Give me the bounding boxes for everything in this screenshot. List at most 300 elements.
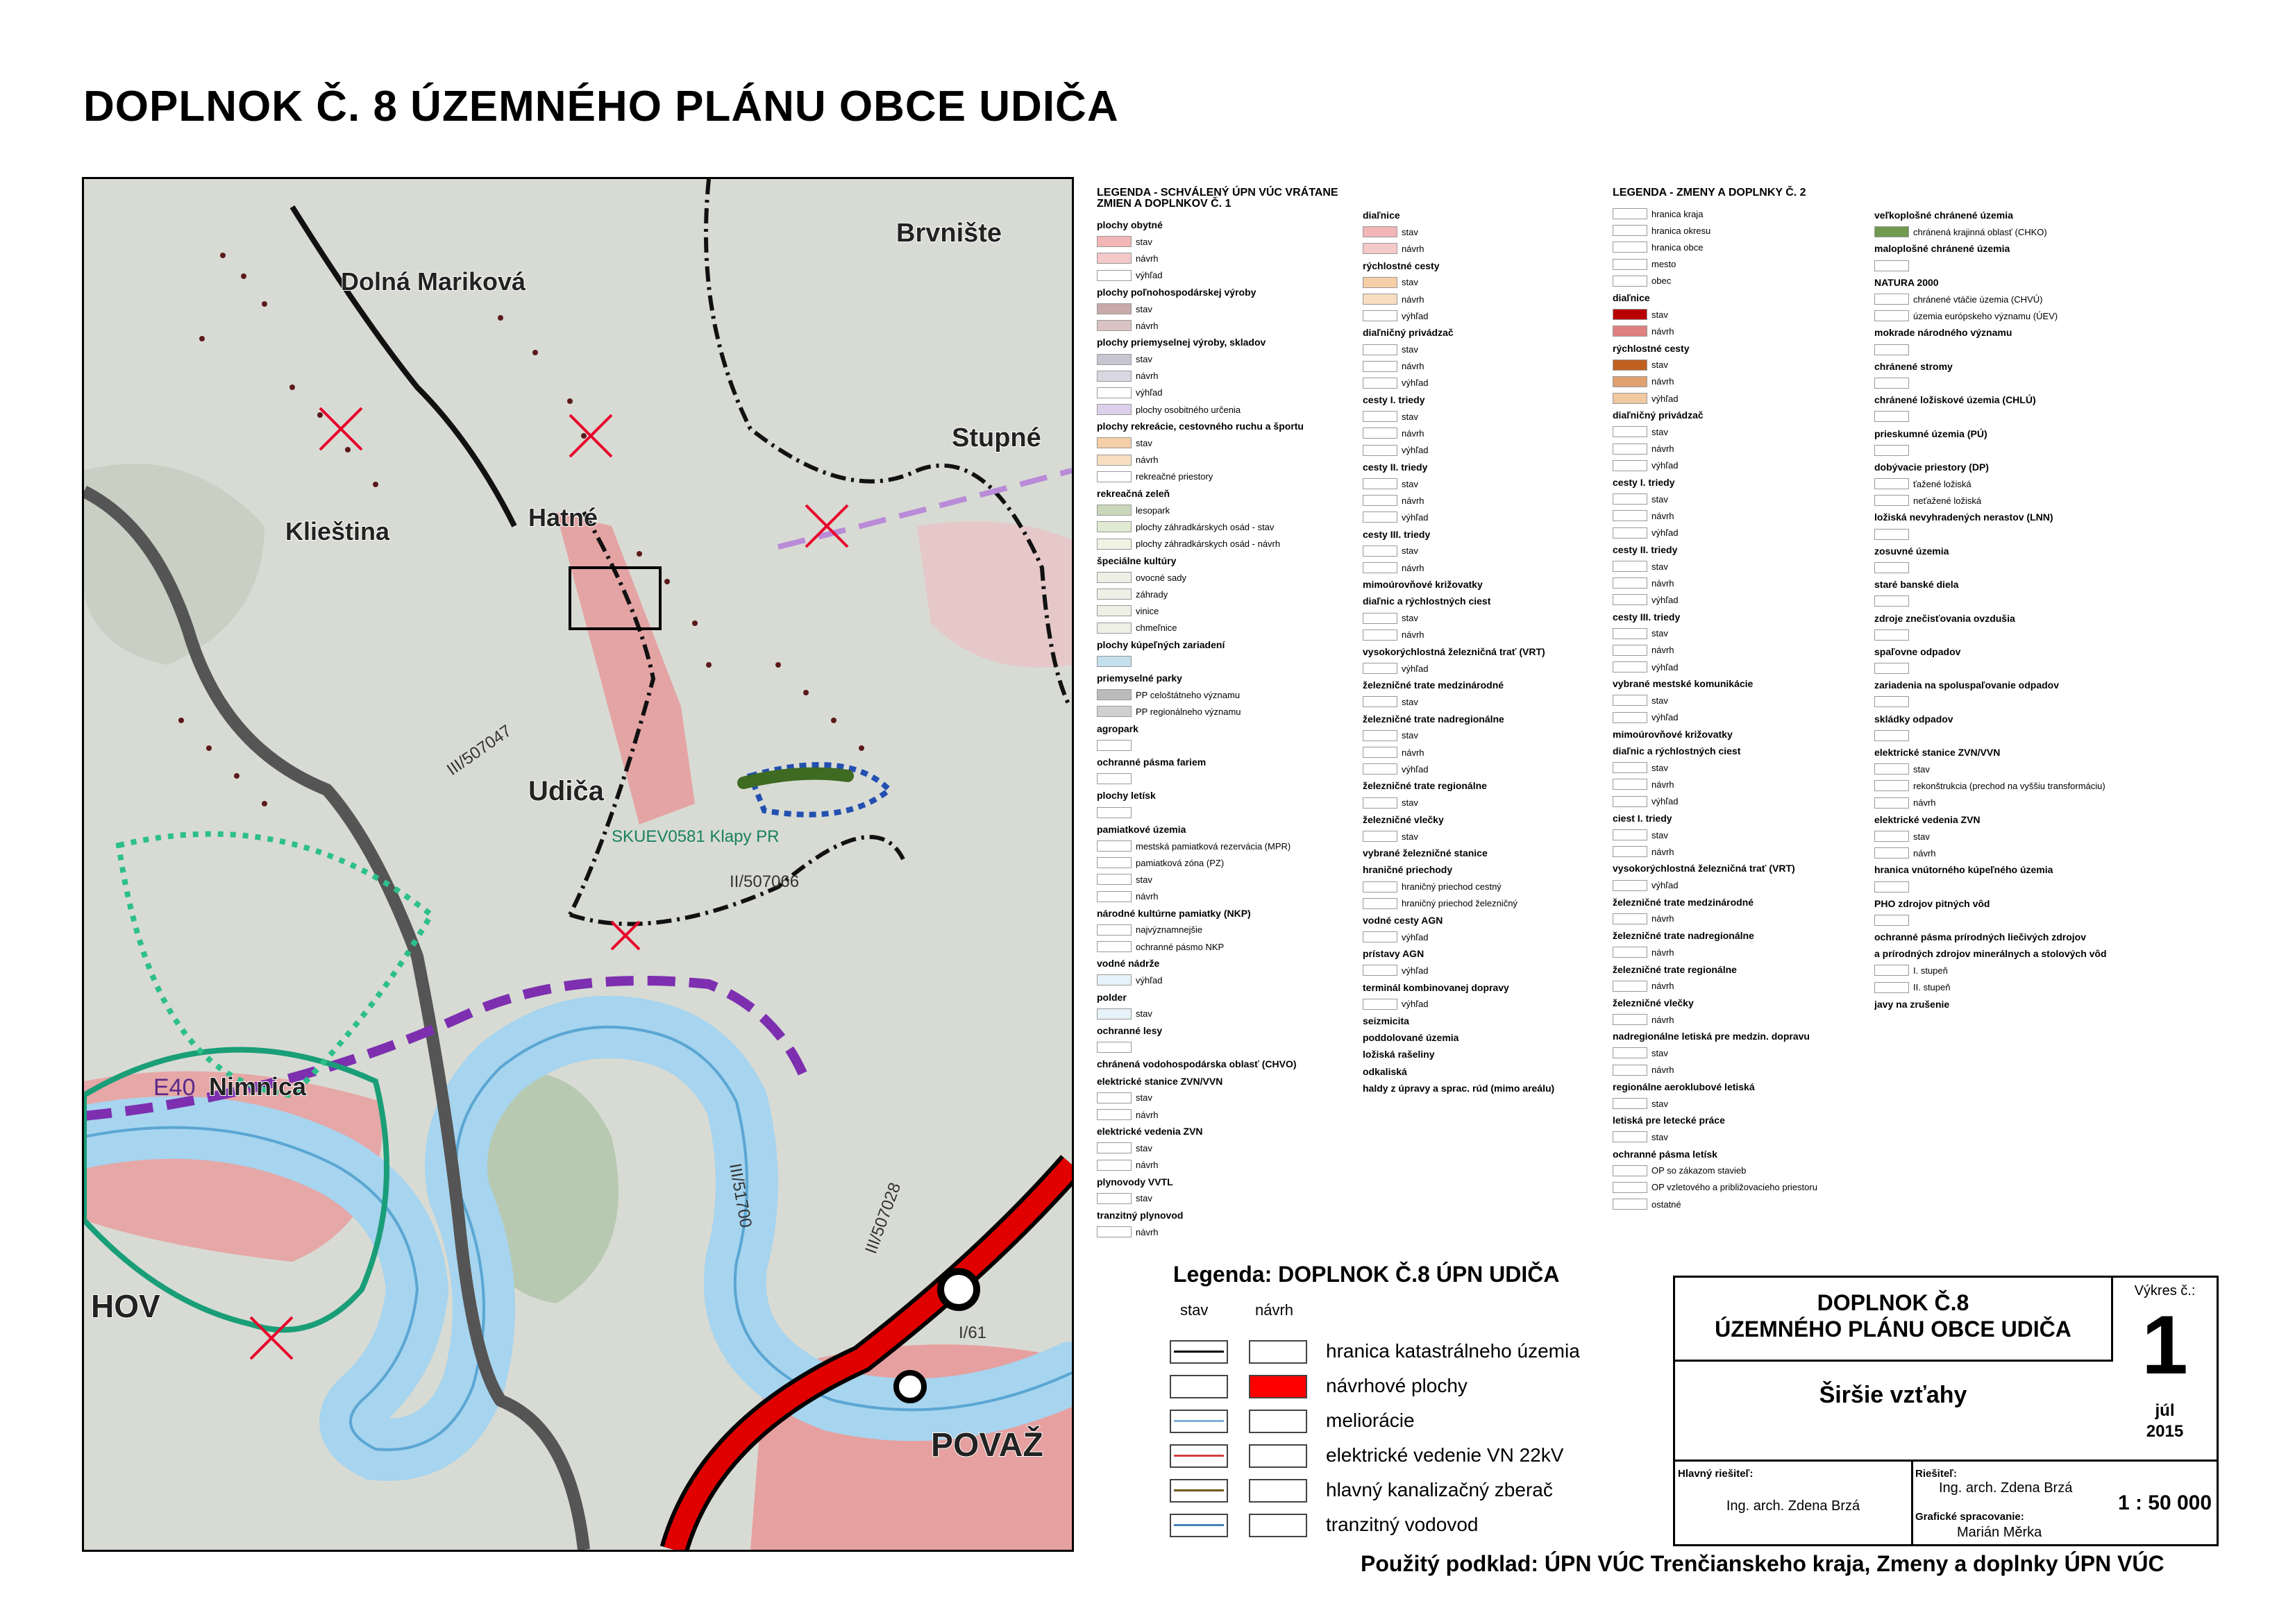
legend-swatch [1613,493,1647,505]
legend-swatch [1874,226,1909,237]
legend-label: stav [1651,628,1668,639]
legend-label: stav [1136,354,1152,365]
legend-swatch [1097,891,1132,902]
own-legend-row [1170,1440,1614,1469]
legend-label: diaľnice [1363,210,1400,221]
own-legend-line-symbol [1174,1420,1224,1422]
legend-swatch [1097,539,1132,550]
legend-swatch [1097,505,1132,516]
feature-road-507047: III/507047 [443,721,515,779]
legend-label: národné kultúrne pamiatky (NKP) [1097,907,1251,919]
own-legend-stav-swatch [1170,1375,1228,1398]
legend-item [1613,642,1859,659]
legend-category [1613,927,1859,944]
own-legend-stav-swatch [1170,1444,1228,1468]
legend-label: stav [1402,697,1418,708]
legend-swatch [1097,387,1132,398]
own-legend-navrh-swatch [1249,1375,1307,1398]
legend-swatch [1613,796,1647,807]
legend-swatch [1874,529,1909,540]
legend-label: PHO zdrojov pitných vôd [1874,897,1990,909]
legend-category [1874,543,2221,559]
legend-swatch [1097,941,1132,952]
legend-label: výhľad [1136,270,1163,281]
legend-category [1363,845,1599,861]
source-note: Použitý podklad: ÚPN VÚC Trenčianskeho kraja, Zmeny a doplnky ÚPN VÚC [1361,1551,2164,1576]
legend-label: veľkoplošné chránené územia [1874,210,2013,221]
map-canvas [84,179,1072,1550]
legend-item [1363,543,1599,559]
legend-category [1363,677,1599,693]
legend-label: chránená krajinná oblasť (CHKO) [1913,226,2047,237]
legend-item [1613,323,1859,339]
own-legend-navrh-swatch [1249,1514,1307,1537]
legend-swatch [1613,1165,1647,1176]
legend-label: pamiatkové územia [1097,823,1186,835]
legend-item [1874,375,2221,391]
legend-swatch [1613,460,1647,471]
legend-swatch [1613,393,1647,404]
legend-label: železničné trate medzinárodné [1613,896,1754,908]
legend-label: návrh [1136,455,1159,466]
legend-label: mimoúrovňové križovatky [1363,579,1483,591]
legend-swatch [1613,661,1647,673]
legend-swatch [1097,1008,1132,1020]
own-legend-col-navrh: návrh [1255,1301,1294,1319]
legend-label: výhľad [1402,445,1429,456]
legend-item [1097,838,1361,854]
legend-item [1363,240,1599,257]
legend-item [1874,593,2221,609]
legend-item [1613,1128,1859,1145]
legend-label: ochranné pásma fariem [1097,756,1207,768]
legend-label: vybrané železničné stanice [1363,847,1488,859]
title-subtitle: Širšie vzťahy [1819,1382,1967,1408]
legend-label: návrh [1402,629,1424,641]
legend-swatch [1613,1182,1647,1193]
legend-swatch [1613,628,1647,639]
legend-item [1613,507,1859,524]
legend-category [1613,995,1859,1011]
legend-item [1363,341,1599,358]
legend-label: skládky odpadov [1874,713,1953,725]
own-legend-row [1170,1336,1614,1365]
legend-swatch [1097,974,1132,986]
legend-label: výhľad [1651,712,1679,723]
legend-label: ložiská nevyhradených nerastov (LNN) [1874,511,2053,523]
legend-label: regionálne aeroklubové letiská [1613,1081,1755,1092]
legend-item [1874,828,2221,845]
legend-label: stav [1651,1047,1668,1058]
legend-label: vybrané mestské komunikácie [1613,678,1754,690]
legend-swatch [1097,623,1132,634]
legend-category [1613,1028,1859,1044]
own-legend-line-symbol [1174,1351,1224,1353]
solver-label: Riešiteľ: [1915,1468,1957,1480]
legend-swatch [1363,999,1397,1010]
divider [2111,1460,2217,1462]
own-legend-row [1170,1371,1614,1400]
own-legend-navrh-swatch [1249,1340,1307,1364]
legend-label: plynovody VVTL [1097,1176,1173,1187]
legend-category [1874,459,2221,475]
legend-label: návrh [1651,645,1674,656]
legend-item [1613,978,1859,995]
legend-label: výhľad [1651,594,1679,605]
legend-item [1097,586,1361,602]
legend-label: stav [1651,493,1668,505]
place-stupne: Stupné [952,423,1041,452]
legend-label: stav [1136,236,1152,247]
legend-label: stav [1651,762,1668,773]
legend-swatch [1613,947,1647,958]
legend-label: stav [1402,613,1418,624]
legend-item [1363,442,1599,459]
legend-label: chránené ložiskové územia (CHLÚ) [1874,394,2036,406]
legend-label: hraničný priechod cestný [1402,881,1502,893]
place-kliestina: Klieština [285,517,390,545]
legend-swatch [1097,1042,1132,1053]
legend-swatch [1613,762,1647,773]
legend-swatch [1874,629,1909,641]
legend-swatch [1097,874,1132,885]
own-legend-row [1170,1405,1614,1435]
legend-category [1874,207,2221,223]
legend-item [1613,944,1859,961]
legend-category [1363,576,1599,593]
legend-item [1874,912,2221,929]
legend-label: cesty II. triedy [1613,543,1678,555]
legend-category [1874,711,2221,727]
legend-item [1363,610,1599,627]
legend-item [1613,1062,1859,1079]
legend-label: stav [1402,277,1418,288]
legend-swatch [1613,981,1647,992]
legend-label: stav [1651,1131,1668,1142]
legend-category [1363,1080,1599,1097]
legend-swatch [1097,1109,1132,1120]
legend-swatch [1097,924,1132,936]
legend-label: PP celoštátneho významu [1136,689,1241,700]
legend-category [1613,860,1859,877]
legend-label: elektrické vedenia ZVN [1874,813,1981,825]
legend-swatch [1097,857,1132,868]
legend-swatch [1363,478,1397,489]
legend-swatch [1363,445,1397,456]
legend-category [1097,955,1361,972]
legend-item [1363,761,1599,777]
legend-item [1363,627,1599,643]
legend-category [1363,1063,1599,1080]
legend-category [1097,334,1361,350]
legend-item [1363,795,1599,811]
place-dolna-marikova: Dolná Mariková [341,267,526,296]
legend-column-1 [1097,187,1361,1240]
legend-swatch [1097,521,1132,532]
place-brvniste: Brvnište [896,219,1002,248]
legend-item [1363,727,1599,744]
legend-label: návrh [1651,1014,1674,1025]
legend-item [1363,744,1599,761]
legend-swatch [1097,605,1132,616]
legend-label: lesopark [1136,505,1170,516]
drawing-label: Výkres č.: [2134,1283,2196,1299]
legend-label: hraničné priechody [1363,864,1453,876]
legend-swatch [1097,689,1132,700]
own-legend-stav-swatch [1170,1479,1228,1503]
legend-swatch [1363,613,1397,624]
legend-swatch [1363,277,1397,288]
legend-category [1363,391,1599,408]
legend-item [1613,239,1859,255]
legend-label: plochy letísk [1097,790,1156,802]
legend-item [1613,911,1859,927]
legend-item [1363,660,1599,677]
legend-label: návrh [1651,947,1674,958]
legend-label: vodné nádrže [1097,958,1160,970]
legend-label: stav [1651,309,1668,320]
legend-label: výhľad [1402,931,1429,942]
legend-label: prístavy AGN [1363,948,1424,960]
legend-label: ostatné [1651,1199,1681,1210]
legend-label: stav [1651,427,1668,438]
legend-label: chránené vtáčie územia (CHVÚ) [1913,294,2043,305]
legend-item [1097,620,1361,636]
legend-label: návrh [1651,779,1674,790]
legend-label: návrh [1402,747,1424,758]
legend-label: plochy obytné [1097,219,1163,231]
own-legend-label: tranzitný vodovod [1326,1514,1479,1535]
legend-label: dobývacie priestory (DP) [1874,461,1989,473]
legend-category [1363,945,1599,962]
legend-swatch [1097,404,1132,415]
legend-item [1613,1011,1859,1028]
legend-label: železničné vlečky [1613,997,1694,1008]
place-hatne: Hatné [528,503,598,532]
legend-item [1097,871,1361,888]
legend-label: terminál kombinovanej dopravy [1363,981,1509,993]
place-udica: Udiča [528,776,604,806]
legend-header: LEGENDA - SCHVÁLENÝ ÚPN VÚC VRÁTANE ZMIEN A DOPLNKOV Č. 1 [1097,187,1338,210]
legend-category [1613,726,1859,743]
legend-label: ložiská rašeliny [1363,1049,1435,1060]
legend-item [1363,291,1599,307]
legend-label: rýchlostné cesty [1613,342,1690,354]
legend-item [1874,795,2221,811]
legend-category [1097,1073,1361,1090]
map-view[interactable] [82,177,1074,1552]
legend-label: návrh [1136,1226,1159,1237]
legend-swatch [1363,881,1397,893]
legend-swatch [1613,426,1647,437]
legend-label: ochranné pásmo NKP [1136,941,1225,952]
legend-swatch [1097,1160,1132,1171]
legend-label: cesty II. triedy [1363,461,1428,473]
legend-item [1613,222,1859,239]
legend-swatch [1874,344,1909,355]
legend-swatch [1874,378,1909,389]
legend-item [1097,1190,1361,1207]
legend-category [1363,257,1599,274]
legend-label: PP regionálneho významu [1136,707,1241,718]
legend-label: návrh [1651,376,1674,387]
legend-label: výhľad [1651,527,1679,539]
legend-swatch [1613,561,1647,572]
legend-swatch [1097,455,1132,466]
legend-label: ovocné sady [1136,572,1186,583]
legend-item [1613,843,1859,860]
legend-label: stav [1136,1008,1152,1020]
legend-category [1874,324,2221,341]
legend-label: a prírodných zdrojov minerálnych a stolových vôd [1874,948,2107,960]
legend-category [1097,1123,1361,1140]
legend-swatch [1874,478,1909,489]
legend-swatch [1097,589,1132,600]
legend-swatch [1874,595,1909,607]
legend-item [1874,777,2221,794]
legend-label: návrh [1136,1109,1159,1120]
legend-label: priemyselné parky [1097,673,1182,684]
legend-label: cesty I. triedy [1363,394,1425,406]
legend-swatch [1613,1199,1647,1210]
legend-label: ochranné pásma letísk [1613,1148,1717,1160]
legend-label: vysokorýchlostná železničná trať (VRT) [1613,863,1795,874]
legend-label: plochy priemyselnej výroby, skladov [1097,337,1266,348]
legend-label: vodné cesty AGN [1363,914,1443,926]
legend-label: diaľnic a rýchlostných ciest [1363,595,1491,607]
drawing-year: 2015 [2146,1422,2184,1441]
legend-label: návrh [1651,846,1674,857]
legend-swatch [1613,259,1647,270]
legend-item [1613,759,1859,776]
legend-item [1363,693,1599,710]
legend-label: návrh [1651,577,1674,589]
legend-item [1097,1090,1361,1106]
legend-label: stav [1136,874,1152,885]
title-block [1673,1276,2219,1546]
legend-item [1613,659,1859,675]
legend-category [1613,407,1859,423]
legend-label: cesty III. triedy [1613,611,1681,623]
legend-category [1097,989,1361,1006]
feature-road-507066: II/507066 [730,872,800,891]
legend-label: cesty III. triedy [1363,528,1431,540]
legend-label: výhľad [1402,378,1429,389]
legend-label: plochy záhradkárskych osád - návrh [1136,539,1281,550]
legend-label: hraničný priechod železničný [1402,898,1518,909]
legend-swatch [1363,763,1397,775]
legend-label: výhľad [1402,965,1429,976]
place-nimnica: Nimnica [209,1072,307,1101]
legend-swatch [1613,443,1647,455]
legend-label: OP so zákazom stavieb [1651,1165,1747,1176]
legend-item [1097,804,1361,821]
legend-label: stav [1136,1142,1152,1153]
legend-label: spaľovne odpadov [1874,645,1961,657]
lead-name: Ing. arch. Zdena Brzá [1726,1498,1860,1514]
legend-label: ochranné pásma prírodných liečivých zdrojov [1874,931,2086,943]
legend-label: výhľad [1651,661,1679,673]
legend-item [1097,1157,1361,1174]
legend-swatch [1363,898,1397,909]
legend-category [1097,754,1361,770]
legend-label: vysokorýchlostná železničná trať (VRT) [1363,645,1545,657]
legend-swatch [1363,310,1397,321]
legend-label: železničné trate regionálne [1363,780,1487,792]
legend-swatch [1874,831,1909,842]
legend-item [1097,922,1361,938]
legend-column-2 [1363,207,1599,1097]
legend-swatch [1097,270,1132,281]
feature-road-507028: III/507028 [861,1180,905,1257]
page-title: DOPLNOK Č. 8 ÚZEMNÉHO PLÁNU OBCE UDIČA [83,83,1119,130]
legend-category [1363,324,1599,341]
legend-swatch [1613,1131,1647,1142]
legend-item [1613,306,1859,323]
legend-label: elektrické stanice ZVN/VVN [1874,747,2001,759]
legend-category [1613,894,1859,911]
legend-category [1874,744,2221,761]
legend-label: maloplošné chránené územia [1874,243,2010,255]
legend-label: vinice [1136,605,1159,616]
legend-swatch [1363,361,1397,372]
legend-label: odkaliská [1363,1065,1407,1077]
legend-category [1613,1079,1859,1095]
legend-label: výhľad [1136,975,1163,986]
legend-item [1363,962,1599,979]
legend-item [1363,895,1599,912]
legend-item [1613,1044,1859,1061]
own-legend-row [1170,1475,1614,1504]
legend-label: elektrické vedenia ZVN [1097,1126,1203,1137]
legend-label: staré banské diela [1874,579,1959,591]
legend-label: návrh [1402,361,1424,372]
legend-label: návrh [1136,253,1159,264]
legend-label: ťažené ložiská [1913,478,1972,489]
legend-swatch [1613,376,1647,387]
legend-label: výhľad [1651,393,1679,404]
legend-swatch [1613,1065,1647,1076]
legend-item [1613,625,1859,642]
legend-label: javy na zrušenie [1874,998,1950,1010]
legend-item [1874,526,2221,543]
legend-swatch [1874,310,1909,321]
legend-swatch [1097,236,1132,247]
legend-label: stav [1402,226,1418,237]
legend-swatch [1613,829,1647,840]
legend-label: stav [1913,831,1930,842]
legend-category [1097,905,1361,922]
legend-items [1363,207,1599,1097]
legend-item [1097,854,1361,871]
legend-category [1874,240,2221,257]
legend-category [1097,1056,1361,1072]
legend-item [1874,559,2221,576]
legend-label: mimoúrovňové križovatky [1613,728,1733,740]
legend-label: návrh [1651,981,1674,992]
legend-label: zdroje znečisťovania ovzdušia [1874,612,2015,624]
legend-label: seizmicita [1363,1015,1409,1027]
legend-label: výhľad [1402,310,1429,321]
legend-item [1363,425,1599,441]
legend-item [1874,492,2221,509]
legend-swatch [1613,1014,1647,1025]
highway-junction [941,1271,977,1308]
legend-label: stav [1402,411,1418,422]
legend-label: stav [1651,360,1668,371]
legend-item [1613,575,1859,591]
legend-item [1613,357,1859,373]
